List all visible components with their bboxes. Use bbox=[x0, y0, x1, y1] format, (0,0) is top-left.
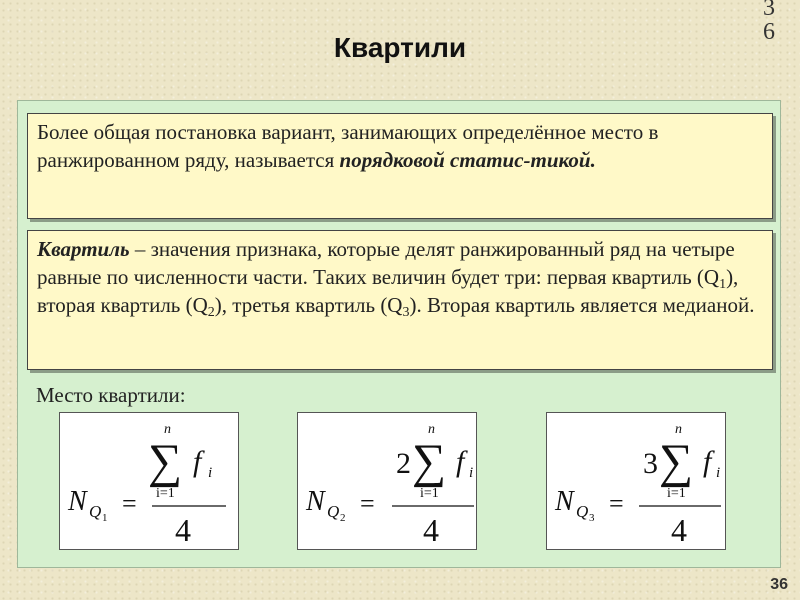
formula-q3-denominator: 4 bbox=[671, 512, 687, 548]
formula-q3-lhs-base: Q bbox=[576, 502, 589, 521]
formula-q1-sum-lower: i=1 bbox=[156, 486, 175, 501]
quartile-term: Квартиль bbox=[37, 237, 130, 261]
formula-q2-summand: f bbox=[456, 445, 465, 478]
formula-q3-summand-index: i bbox=[716, 465, 721, 481]
formula-q2-svg bbox=[298, 413, 478, 551]
formula-q1-lhs-index: 1 bbox=[102, 512, 108, 524]
formula-q1-denominator: 4 bbox=[175, 512, 191, 548]
slide-corner-number: 36 bbox=[763, 0, 775, 45]
formula-q2-coefficient: 2 bbox=[396, 447, 411, 480]
slide-title: Квартили bbox=[333, 32, 467, 63]
formula-q1-sum-upper: n bbox=[164, 422, 171, 437]
formula-q1-sum-icon: ∑ bbox=[148, 435, 183, 488]
formula-q3-sum-upper: n bbox=[675, 422, 682, 437]
formula-q2-lhs-base: Q bbox=[327, 502, 340, 521]
formula-q2-lhs-symbol: N bbox=[306, 486, 325, 517]
formula-q2-sum-icon: ∑ bbox=[412, 435, 447, 488]
formula-q1 bbox=[59, 412, 239, 550]
formula-q2-summand-index: i bbox=[469, 465, 474, 481]
formula-q3-summand: f bbox=[703, 445, 712, 478]
formula-q1-svg bbox=[60, 413, 240, 551]
formula-q2-sum-lower: i=1 bbox=[420, 486, 439, 501]
order-statistic-term: порядковой статис-тикой. bbox=[339, 148, 596, 172]
formula-q3-sum-lower: i=1 bbox=[667, 486, 686, 501]
quartile-place-label: Место квартили: bbox=[36, 383, 186, 407]
formula-q2-lhs-index: 2 bbox=[340, 512, 346, 524]
formula-q1-equals: = bbox=[122, 489, 137, 518]
quartile-text-4: ). Вторая квартиль является медианой. bbox=[409, 293, 755, 317]
formula-q3-sum-icon: ∑ bbox=[659, 435, 694, 488]
formula-q3-svg bbox=[547, 413, 727, 551]
formula-q2-denominator: 4 bbox=[423, 512, 439, 548]
quartile-text-2: ), вторая квартиль (Q bbox=[37, 265, 739, 317]
quartile-text-1: – значения признака, которые делят ранжированный ряд на четыре равные по численности части. Таких величин будет три: первая квартиль (Q bbox=[37, 237, 735, 289]
quartile-sub-1: 1 bbox=[719, 277, 727, 292]
formula-q3 bbox=[546, 412, 726, 550]
definition-box-order-statistic bbox=[27, 113, 773, 219]
order-statistic-text: Более общая постановка вариант, занимающих определённое место в ранжированном ряду, называется bbox=[37, 120, 659, 172]
formula-q1-summand: f bbox=[193, 445, 202, 478]
definition-box-quartile bbox=[27, 230, 773, 370]
formula-q3-coefficient: 3 bbox=[643, 447, 658, 480]
formula-q1-summand-index: i bbox=[208, 465, 213, 481]
formula-q3-equals: = bbox=[609, 489, 624, 518]
formula-q1-lhs-symbol: N bbox=[68, 486, 87, 517]
quartile-text-3: ), третья квартиль (Q bbox=[214, 293, 403, 317]
formula-q3-lhs-symbol: N bbox=[555, 486, 574, 517]
quartile-sub-3: 3 bbox=[402, 305, 410, 320]
formula-q3-lhs-index: 3 bbox=[589, 512, 595, 524]
formula-q1-lhs-base: Q bbox=[89, 502, 102, 521]
page-number: 36 bbox=[770, 576, 788, 593]
quartile-sub-2: 2 bbox=[207, 305, 215, 320]
formula-q2-sum-upper: n bbox=[428, 422, 435, 437]
formula-q2 bbox=[297, 412, 477, 550]
formula-q2-equals: = bbox=[360, 489, 375, 518]
